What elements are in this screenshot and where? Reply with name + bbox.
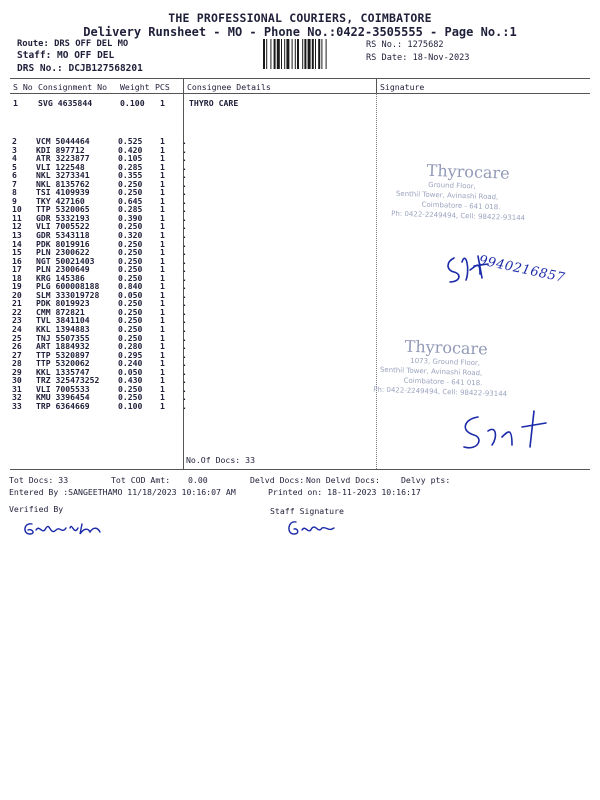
barcode-bar: [295, 39, 296, 69]
row-consignment: TRZ 325473252: [36, 375, 100, 386]
row-sno: 33: [12, 400, 22, 411]
row-details: .: [182, 358, 187, 369]
row-consignment: PLN 2300622: [36, 247, 90, 258]
row-details: .: [182, 230, 187, 241]
recipient-signature-2: [450, 405, 560, 465]
row-details: .: [182, 281, 187, 292]
row-consignment: VLI 122548: [36, 161, 85, 172]
row-sno: 13: [12, 230, 22, 241]
row-weight: 0.250: [118, 332, 143, 343]
row-weight: 0.295: [118, 349, 143, 360]
row-consignment: TTP 5320062: [36, 358, 90, 369]
row-consignment: TTP 5320065: [36, 204, 90, 215]
no-of-docs: No.Of Docs: 33: [186, 455, 256, 465]
row-consignment: PLG 600008188: [36, 281, 100, 292]
row-weight: 0.355: [118, 170, 143, 181]
row-weight: 0.250: [118, 247, 143, 258]
row-1-details: THYRO CARE: [189, 98, 239, 108]
barcode-bar: [318, 39, 320, 69]
row-details: .: [182, 349, 187, 360]
row-details: .: [182, 204, 187, 215]
route-label: Route: DRS OFF DEL MO: [17, 39, 129, 49]
row-weight: 0.250: [118, 315, 143, 326]
row-weight: 0.645: [118, 195, 143, 206]
row-sno: 12: [12, 221, 22, 232]
row-details: .: [182, 212, 187, 223]
row-details: .: [182, 153, 187, 164]
barcode-bar: [284, 39, 285, 69]
header-bottom-line: [10, 93, 590, 94]
row-consignment: KRG 145386: [36, 272, 85, 283]
row-consignment: KMU 3396454: [36, 392, 90, 403]
row-pcs: 1: [160, 221, 165, 232]
row-consignment: KDI 897712: [36, 144, 85, 155]
barcode: [263, 39, 357, 69]
row-details: .: [182, 144, 187, 155]
row-pcs: 1: [160, 144, 165, 155]
row-pcs: 1: [160, 324, 165, 335]
row-sno: 26: [12, 341, 22, 352]
row-details: .: [182, 255, 187, 266]
row-pcs: 1: [160, 195, 165, 206]
row-details: .: [182, 161, 187, 172]
row-sno: 25: [12, 332, 22, 343]
thyrocare-stamp-1: Thyrocare Ground Floor, Senthil Tower, Avinashi Road, Coimbatore - 641 018. Ph: 0422-2249494, Cell: 98422-93144: [391, 160, 526, 223]
row-sno: 29: [12, 366, 22, 377]
drs-number: DRS No.: DCJB127568201: [17, 63, 143, 74]
row-consignment: VLI 7005522: [36, 221, 90, 232]
row-pcs: 1: [160, 315, 165, 326]
barcode-bar: [286, 39, 289, 69]
barcode-bar: [277, 39, 280, 69]
row-weight: 0.100: [118, 400, 143, 411]
non-delvd-docs: Non Delvd Docs:: [306, 475, 380, 485]
barcode-bar: [270, 39, 271, 69]
row-pcs: 1: [160, 349, 165, 360]
row-weight: 0.285: [118, 161, 143, 172]
row-pcs: 1: [160, 255, 165, 266]
row-consignment: NGT 50021403: [36, 255, 95, 266]
barcode-bar: [263, 39, 265, 69]
row-sno: 20: [12, 289, 22, 300]
row-sno: 22: [12, 306, 22, 317]
barcode-bar: [304, 39, 306, 69]
col-pcs: PCS: [155, 82, 170, 92]
row-consignment: KKL 1335747: [36, 366, 90, 377]
row-weight: 0.240: [118, 358, 143, 369]
col-consignment: Consignment No: [38, 82, 108, 92]
row-consignment: NKL 3273341: [36, 170, 90, 181]
barcode-bar: [308, 39, 311, 69]
row-pcs: 1: [160, 392, 165, 403]
barcode-bar: [292, 39, 293, 69]
row-weight: 0.285: [118, 204, 143, 215]
row-weight: 0.250: [118, 324, 143, 335]
entered-by: Entered By :SANGEETHAMO 11/18/2023 10:16:07 AM: [9, 487, 236, 497]
row-sno: 31: [12, 383, 22, 394]
row-sno: 16: [12, 255, 22, 266]
col-details: Consignee Details: [187, 82, 271, 92]
row-sno: 23: [12, 315, 22, 326]
row-sno: 14: [12, 238, 22, 249]
staff-signature-label: Staff Signature: [270, 506, 344, 516]
row-pcs: 1: [160, 178, 165, 189]
row-consignment: TSI 4109939: [36, 187, 90, 198]
row-consignment: CMM 872821: [36, 306, 85, 317]
barcode-bar: [266, 39, 267, 69]
row-sno: 30: [12, 375, 22, 386]
row-details: .: [182, 324, 187, 335]
row-weight: 0.430: [118, 375, 143, 386]
row-consignment: NKL 8135762: [36, 178, 90, 189]
verified-by-label: Verified By: [9, 504, 64, 514]
row-weight: 0.280: [118, 341, 143, 352]
row-details: .: [182, 195, 187, 206]
row-weight: 0.250: [118, 221, 143, 232]
barcode-bar: [281, 39, 282, 69]
row-sno: 6: [12, 170, 17, 181]
row-details: .: [182, 221, 187, 232]
delvy-pts: Delvy pts:: [401, 475, 451, 485]
row-weight: 0.250: [118, 255, 143, 266]
row-pcs: 1: [160, 212, 165, 223]
row-sno: 28: [12, 358, 22, 369]
col-weight: Weight: [120, 82, 150, 92]
row-pcs: 1: [160, 366, 165, 377]
row-details: .: [182, 272, 187, 283]
row-weight: 0.390: [118, 212, 143, 223]
row-pcs: 1: [160, 136, 165, 146]
row-details: .: [182, 315, 187, 326]
row-details: .: [182, 341, 187, 352]
row-consignment: SLM 333019728: [36, 289, 100, 300]
row-pcs: 1: [160, 272, 165, 283]
row-consignment: KKL 1394883: [36, 324, 90, 335]
company-title: THE PROFESSIONAL COURIERS, COIMBATORE: [168, 11, 432, 25]
row-pcs: 1: [160, 161, 165, 172]
row-pcs: 1: [160, 358, 165, 369]
row-1-sno: 1: [13, 98, 18, 108]
row-pcs: 1: [160, 153, 165, 164]
barcode-bar: [326, 39, 327, 69]
row-consignment: TTP 5320897: [36, 349, 90, 360]
staff-signature: [284, 514, 344, 544]
barcode-bar: [302, 39, 303, 69]
row-consignment: GDR 5332193: [36, 212, 90, 223]
row-details: .: [182, 366, 187, 377]
barcode-bar: [312, 39, 314, 69]
row-details: .: [182, 375, 187, 386]
table-top-line: [10, 78, 590, 79]
row-pcs: 1: [160, 230, 165, 241]
row-1-consignment: SVG 4635844: [38, 98, 93, 108]
row-consignment: VLI 7005533: [36, 383, 90, 394]
row-details: .: [182, 400, 187, 411]
row-details: .: [182, 178, 187, 189]
row-weight: 0.250: [118, 392, 143, 403]
row-weight: 0.250: [118, 178, 143, 189]
barcode-bar: [315, 39, 316, 69]
rs-date: RS Date: 18-Nov-2023: [366, 53, 470, 63]
row-sno: 8: [12, 187, 17, 198]
row-consignment: TVL 3841104: [36, 315, 90, 326]
row-details: .: [182, 332, 187, 343]
row-consignment: PDK 8019923: [36, 298, 90, 309]
row-sno: 10: [12, 204, 22, 215]
handwritten-phone: 9940216857: [477, 253, 567, 286]
row-weight: 0.250: [118, 238, 143, 249]
barcode-bar: [321, 39, 322, 69]
row-pcs: 1: [160, 238, 165, 249]
row-sno: 32: [12, 392, 22, 403]
row-pcs: 1: [160, 187, 165, 198]
row-pcs: 1: [160, 332, 165, 343]
row-consignment: PDK 8019916: [36, 238, 90, 249]
row-sno: 5: [12, 161, 17, 172]
table-bottom-line: [10, 469, 590, 470]
row-sno: 18: [12, 272, 22, 283]
row-weight: 0.050: [118, 366, 143, 377]
row-details: .: [182, 298, 187, 309]
row-weight: 0.250: [118, 272, 143, 283]
staff-label: Staff: MO OFF DEL: [17, 50, 115, 61]
thyrocare-stamp-2: Thyrocare 1073, Ground Floor, Senthil Tower, Avinashi Road, Coimbatore - 641 018. Ph: 0422-2249494, Cell: 98422-93144: [373, 336, 508, 399]
row-details: .: [182, 264, 187, 275]
row-consignment: TKY 427160: [36, 195, 85, 206]
row-details: .: [182, 187, 187, 198]
row-sno: 24: [12, 324, 22, 335]
row-consignment: GDR 5343118: [36, 230, 90, 241]
row-pcs: 1: [160, 400, 165, 411]
row-sno: 9: [12, 195, 17, 206]
row-pcs: 1: [160, 204, 165, 215]
row-weight: 0.250: [118, 306, 143, 317]
row-sno: 19: [12, 281, 22, 292]
row-pcs: 1: [160, 383, 165, 394]
row-sno: 2: [12, 136, 17, 146]
row-sno: 27: [12, 349, 22, 360]
barcode-bar: [274, 39, 276, 69]
barcode-bar: [297, 39, 299, 69]
row-pcs: 1: [160, 375, 165, 386]
row-consignment: TNJ 5507355: [36, 332, 90, 343]
col-signature: Signature: [380, 82, 425, 92]
table-row: [12, 402, 302, 411]
row-details: .: [182, 247, 187, 258]
row-consignment: ART 1884932: [36, 341, 90, 352]
row-details: .: [182, 383, 187, 394]
row-sno: 15: [12, 247, 22, 258]
delvd-docs: Delvd Docs:: [250, 475, 305, 485]
signature-left-line: [376, 78, 377, 93]
row-weight: 0.105: [118, 153, 143, 164]
tot-cod-label: Tot COD Amt:: [111, 475, 171, 485]
row-consignment: VCM 5044464: [36, 136, 90, 146]
row-details: .: [182, 136, 187, 146]
row-consignment: TRP 6364669: [36, 400, 90, 411]
row-pcs: 1: [160, 170, 165, 181]
row-weight: 0.250: [118, 383, 143, 394]
row-weight: 0.050: [118, 289, 143, 300]
row-pcs: 1: [160, 281, 165, 292]
row-sno: 11: [12, 212, 22, 223]
runsheet-title: Delivery Runsheet - MO - Phone No.:0422-3505555 - Page No.:1: [83, 25, 517, 39]
row-sno: 21: [12, 298, 22, 309]
row-sno: 17: [12, 264, 22, 275]
rs-number: RS No.: 1275682: [366, 40, 444, 50]
row-weight: 0.840: [118, 281, 143, 292]
row-sno: 7: [12, 178, 17, 189]
row-pcs: 1: [160, 247, 165, 258]
row-pcs: 1: [160, 306, 165, 317]
row-weight: 0.250: [118, 187, 143, 198]
row-pcs: 1: [160, 341, 165, 352]
row-weight: 0.250: [118, 264, 143, 275]
signature-divider: [376, 93, 377, 469]
col-sno: S No: [13, 82, 33, 92]
row-1-pcs: 1: [160, 98, 165, 108]
tot-cod-value: 0.00: [188, 475, 208, 485]
row-weight: 0.250: [118, 298, 143, 309]
row-weight: 0.525: [118, 136, 143, 146]
row-weight: 0.420: [118, 144, 143, 155]
row-weight: 0.320: [118, 230, 143, 241]
row-details: .: [182, 238, 187, 249]
row-details: .: [182, 306, 187, 317]
row-details: .: [182, 392, 187, 403]
row-consignment: ATR 3223877: [36, 153, 90, 164]
row-pcs: 1: [160, 298, 165, 309]
row-sno: 3: [12, 144, 17, 155]
tot-docs: Tot Docs: 33: [9, 475, 69, 485]
row-1-weight: 0.100: [120, 98, 145, 108]
verifier-signature: [20, 514, 110, 546]
row-pcs: 1: [160, 264, 165, 275]
row-sno: 4: [12, 153, 17, 164]
row-pcs: 1: [160, 289, 165, 300]
row-details: .: [182, 289, 187, 300]
row-consignment: PLN 2300649: [36, 264, 90, 275]
row-details: .: [182, 170, 187, 181]
consignment-table: [12, 137, 302, 411]
printed-on: Printed on: 18-11-2023 10:16:17: [268, 487, 421, 497]
